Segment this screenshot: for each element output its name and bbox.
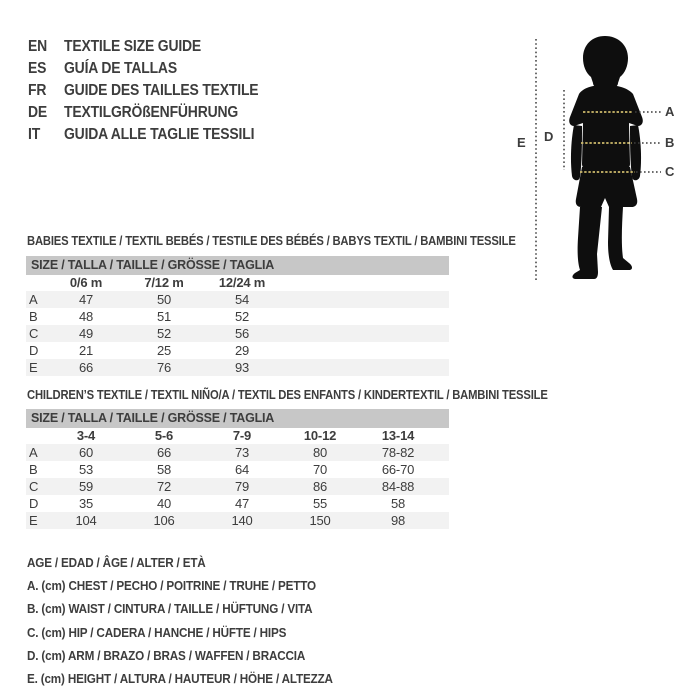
table-cell: 47 xyxy=(78,292,94,307)
column-header: 7-9 xyxy=(232,428,252,443)
table-cell: 64 xyxy=(234,462,250,477)
table-row xyxy=(26,342,449,359)
table-row xyxy=(26,308,449,325)
row-label: C xyxy=(29,326,39,341)
column-header: 0/6 m xyxy=(69,275,103,290)
table-row xyxy=(26,461,449,478)
table-cell: 72 xyxy=(156,479,172,494)
table-cell: 98 xyxy=(390,513,406,528)
table-row xyxy=(26,512,449,529)
table-cell: 86 xyxy=(312,479,328,494)
babies-size-header-bar: SIZE / TALLA / TAILLE / GRÖSSE / TAGLIA xyxy=(26,256,449,275)
column-header: 7/12 m xyxy=(144,275,184,290)
table-cell: 52 xyxy=(156,326,172,341)
table-row xyxy=(26,495,449,512)
table-cell: 35 xyxy=(78,496,94,511)
table-cell: 51 xyxy=(156,309,172,324)
language-row-fr xyxy=(28,80,258,102)
column-header: 12/24 m xyxy=(218,275,266,290)
language-row-de xyxy=(28,102,258,124)
table-cell: 21 xyxy=(78,343,94,358)
column-header: 5-6 xyxy=(154,428,174,443)
language-code: FR xyxy=(28,82,47,99)
measure-label-d: D xyxy=(544,129,554,144)
table-cell: 66 xyxy=(78,360,94,375)
table-row xyxy=(26,291,449,308)
row-label: A xyxy=(29,445,38,460)
child-measurement-figure xyxy=(515,30,685,288)
language-title: TEXTILGRÖßENFÜHRUNG xyxy=(64,104,239,121)
corner-cell xyxy=(26,275,47,291)
table-cell: 52 xyxy=(234,309,250,324)
language-row-en xyxy=(28,36,258,58)
filler-cell xyxy=(281,275,449,291)
table-cell: 104 xyxy=(75,513,97,528)
table-cell: 53 xyxy=(78,462,94,477)
filler-cell xyxy=(437,461,449,478)
table-cell: 66-70 xyxy=(381,462,415,477)
language-title: GUIDA ALLE TAGLIE TESSILI xyxy=(64,126,255,143)
language-title: TEXTILE SIZE GUIDE xyxy=(64,38,202,55)
babies-section-title: BABIES TEXTILE / TEXTIL BEBÉS / TESTILE DES BÉBÉS / BABYS TEXTIL / BAMBINI TESSILE xyxy=(27,234,516,248)
corner-cell xyxy=(26,428,47,444)
language-code: ES xyxy=(28,60,47,77)
table-row xyxy=(26,325,449,342)
row-label: C xyxy=(29,479,39,494)
row-label: D xyxy=(29,343,39,358)
legend-line-hip: C. (cm) HIP / CADERA / HANCHE / HÜFTE / HIPS xyxy=(27,624,287,640)
table-cell: 73 xyxy=(234,445,250,460)
measure-label-a: A xyxy=(665,104,675,119)
measure-label-b: B xyxy=(665,135,675,150)
legend-line-height: E. (cm) HEIGHT / ALTURA / HAUTEUR / HÖHE / ALTEZZA xyxy=(27,671,333,687)
table-cell: 40 xyxy=(156,496,172,511)
table-cell: 80 xyxy=(312,445,328,460)
table-cell: 58 xyxy=(156,462,172,477)
measurement-legend xyxy=(27,551,333,690)
row-label: B xyxy=(29,309,38,324)
table-cell: 150 xyxy=(309,513,331,528)
table-cell: 140 xyxy=(231,513,253,528)
language-title: GUIDE DES TAILLES TEXTILE xyxy=(64,82,259,99)
table-cell: 66 xyxy=(156,445,172,460)
table-cell: 47 xyxy=(234,496,250,511)
language-row-it xyxy=(28,124,258,146)
filler-cell xyxy=(281,342,449,359)
language-row-es xyxy=(28,58,258,80)
column-header: 10-12 xyxy=(303,428,337,443)
table-cell: 106 xyxy=(153,513,175,528)
filler-cell xyxy=(437,428,449,444)
filler-cell xyxy=(281,325,449,342)
table-cell: 55 xyxy=(312,496,328,511)
legend-line-chest: A. (cm) CHEST / PECHO / POITRINE / TRUHE / PETTO xyxy=(27,578,316,594)
table-cell: 54 xyxy=(234,292,250,307)
table-row xyxy=(26,359,449,376)
measure-label-e: E xyxy=(517,135,526,150)
children-section-title: CHILDREN’S TEXTILE / TEXTIL NIÑO/A / TEXTIL DES ENFANTS / KINDERTEXTIL / BAMBINI TESSILE xyxy=(27,388,548,402)
filler-cell xyxy=(437,512,449,529)
table-cell: 59 xyxy=(78,479,94,494)
language-title-list xyxy=(28,36,258,146)
row-label: B xyxy=(29,462,38,477)
language-code: DE xyxy=(28,104,48,121)
legend-line-arm: D. (cm) ARM / BRAZO / BRAS / WAFFEN / BRACCIA xyxy=(27,647,306,663)
table-cell: 79 xyxy=(234,479,250,494)
babies-size-table xyxy=(26,256,449,376)
table-cell: 58 xyxy=(390,496,406,511)
row-label: E xyxy=(29,360,38,375)
table-cell: 84-88 xyxy=(381,479,415,494)
table-row xyxy=(26,478,449,495)
table-cell: 50 xyxy=(156,292,172,307)
row-label: D xyxy=(29,496,39,511)
filler-cell xyxy=(281,359,449,376)
table-cell: 70 xyxy=(312,462,328,477)
table-cell: 56 xyxy=(234,326,250,341)
table-cell: 78-82 xyxy=(381,445,415,460)
column-header: 13-14 xyxy=(381,428,415,443)
filler-cell xyxy=(437,478,449,495)
row-label: A xyxy=(29,292,38,307)
filler-cell xyxy=(281,308,449,325)
table-row xyxy=(26,444,449,461)
filler-cell xyxy=(437,444,449,461)
children-size-header-bar: SIZE / TALLA / TAILLE / GRÖSSE / TAGLIA xyxy=(26,409,449,428)
language-code: EN xyxy=(28,38,48,55)
filler-cell xyxy=(437,495,449,512)
filler-cell xyxy=(281,291,449,308)
language-code: IT xyxy=(28,126,41,143)
row-label: E xyxy=(29,513,38,528)
table-cell: 76 xyxy=(156,360,172,375)
legend-age-line: AGE / EDAD / ÂGE / ALTER / ETÀ xyxy=(27,555,206,570)
legend-line-waist: B. (cm) WAIST / CINTURA / TAILLE / HÜFTUNG / VITA xyxy=(27,601,313,617)
child-silhouette-icon xyxy=(569,36,643,279)
column-header: 3-4 xyxy=(76,428,96,443)
table-cell: 48 xyxy=(78,309,94,324)
babies-column-header-row xyxy=(26,275,449,291)
table-cell: 49 xyxy=(78,326,94,341)
table-cell: 60 xyxy=(78,445,94,460)
table-cell: 29 xyxy=(234,343,250,358)
measure-label-c: C xyxy=(665,164,675,179)
children-column-header-row xyxy=(26,428,449,444)
children-size-table xyxy=(26,409,449,529)
table-cell: 93 xyxy=(234,360,250,375)
language-title: GUÍA DE TALLAS xyxy=(64,60,177,77)
table-cell: 25 xyxy=(156,343,172,358)
